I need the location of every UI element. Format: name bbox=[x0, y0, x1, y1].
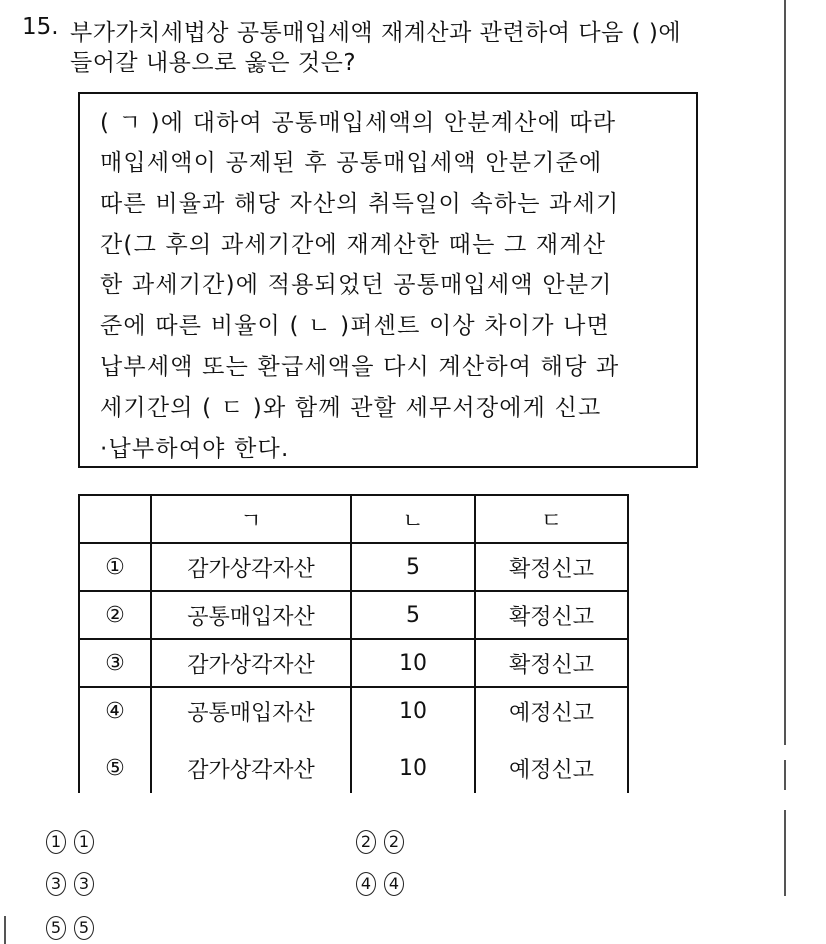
passage-line: 매입세액이 공제된 후 공통매입세액 안분기준에 bbox=[100, 150, 603, 176]
choice-marker-icon: 1 bbox=[46, 830, 66, 854]
table-row bbox=[79, 687, 628, 735]
options-table bbox=[78, 494, 629, 793]
table-row bbox=[79, 639, 628, 687]
table-row bbox=[79, 543, 628, 591]
cell-asset: 감가상각자산 bbox=[151, 735, 351, 793]
header-cell: ㄴ bbox=[351, 495, 475, 543]
cell-percent: 10 bbox=[351, 735, 475, 793]
choice-value: 1 bbox=[74, 830, 94, 854]
cell-report: 예정신고 bbox=[475, 735, 628, 793]
row-number: ③ bbox=[79, 639, 151, 687]
passage-line: 세기간의 ( ㄷ )와 함께 관할 세무서장에게 신고 bbox=[100, 395, 602, 421]
cell-report: 확정신고 bbox=[475, 543, 628, 591]
choice-value: 3 bbox=[74, 872, 94, 896]
header-cell: ㄷ bbox=[475, 495, 628, 543]
page-column-divider bbox=[784, 810, 786, 896]
passage-box bbox=[78, 92, 698, 468]
answer-choice-5[interactable] bbox=[46, 914, 102, 940]
choice-marker-icon: 4 bbox=[356, 872, 376, 896]
cell-report: 예정신고 bbox=[475, 687, 628, 735]
passage-line: 납부세액 또는 환급세액을 다시 계산하여 해당 과 bbox=[100, 354, 620, 380]
passage-line: 준에 따른 비율이 ( ㄴ )퍼센트 이상 차이가 나면 bbox=[100, 313, 610, 339]
table-row bbox=[79, 591, 628, 639]
cell-percent: 5 bbox=[351, 543, 475, 591]
cell-percent: 10 bbox=[351, 687, 475, 735]
page-column-divider bbox=[784, 0, 786, 745]
cell-asset: 공통매입자산 bbox=[151, 591, 351, 639]
table-row bbox=[79, 735, 628, 793]
row-number: ① bbox=[79, 543, 151, 591]
header-cell: ㄱ bbox=[151, 495, 351, 543]
table-header-row bbox=[79, 495, 628, 543]
header-cell bbox=[79, 495, 151, 543]
row-number: ④ bbox=[79, 687, 151, 735]
cell-report: 확정신고 bbox=[475, 639, 628, 687]
passage-line: ·납부하여야 한다. bbox=[100, 436, 290, 462]
cell-asset: 공통매입자산 bbox=[151, 687, 351, 735]
cell-percent: 5 bbox=[351, 591, 475, 639]
passage-line: 따른 비율과 해당 자산의 취득일이 속하는 과세기 bbox=[100, 191, 620, 217]
question-number: 15. bbox=[22, 14, 59, 40]
question-line-2: 들어갈 내용으로 옳은 것은? bbox=[70, 50, 357, 76]
passage-line: ( ㄱ )에 대하여 공통매입세액의 안분계산에 따라 bbox=[100, 110, 617, 136]
answer-choice-4[interactable] bbox=[356, 870, 412, 896]
row-number: ⑤ bbox=[79, 735, 151, 793]
cell-percent: 10 bbox=[351, 639, 475, 687]
cell-asset: 감가상각자산 bbox=[151, 543, 351, 591]
passage-line: 간(그 후의 과세기간에 재계산한 때는 그 재계산 bbox=[100, 232, 607, 258]
choice-marker-icon: 3 bbox=[46, 872, 66, 896]
choice-marker-icon: 2 bbox=[356, 830, 376, 854]
answer-choice-1[interactable] bbox=[46, 828, 102, 854]
question-line-1: 부가가치세법상 공통매입세액 재계산과 관련하여 다음 ( )에 bbox=[70, 20, 682, 46]
page-column-divider bbox=[4, 916, 6, 944]
choice-value: 2 bbox=[384, 830, 404, 854]
row-number: ② bbox=[79, 591, 151, 639]
choice-marker-icon: 5 bbox=[46, 916, 66, 940]
choice-value: 5 bbox=[74, 916, 94, 940]
cell-report: 확정신고 bbox=[475, 591, 628, 639]
cell-asset: 감가상각자산 bbox=[151, 639, 351, 687]
passage-line: 한 과세기간)에 적용되었던 공통매입세액 안분기 bbox=[100, 272, 613, 298]
choice-value: 4 bbox=[384, 872, 404, 896]
answer-choice-2[interactable] bbox=[356, 828, 412, 854]
answer-choice-3[interactable] bbox=[46, 870, 102, 896]
page-column-divider bbox=[784, 760, 786, 790]
